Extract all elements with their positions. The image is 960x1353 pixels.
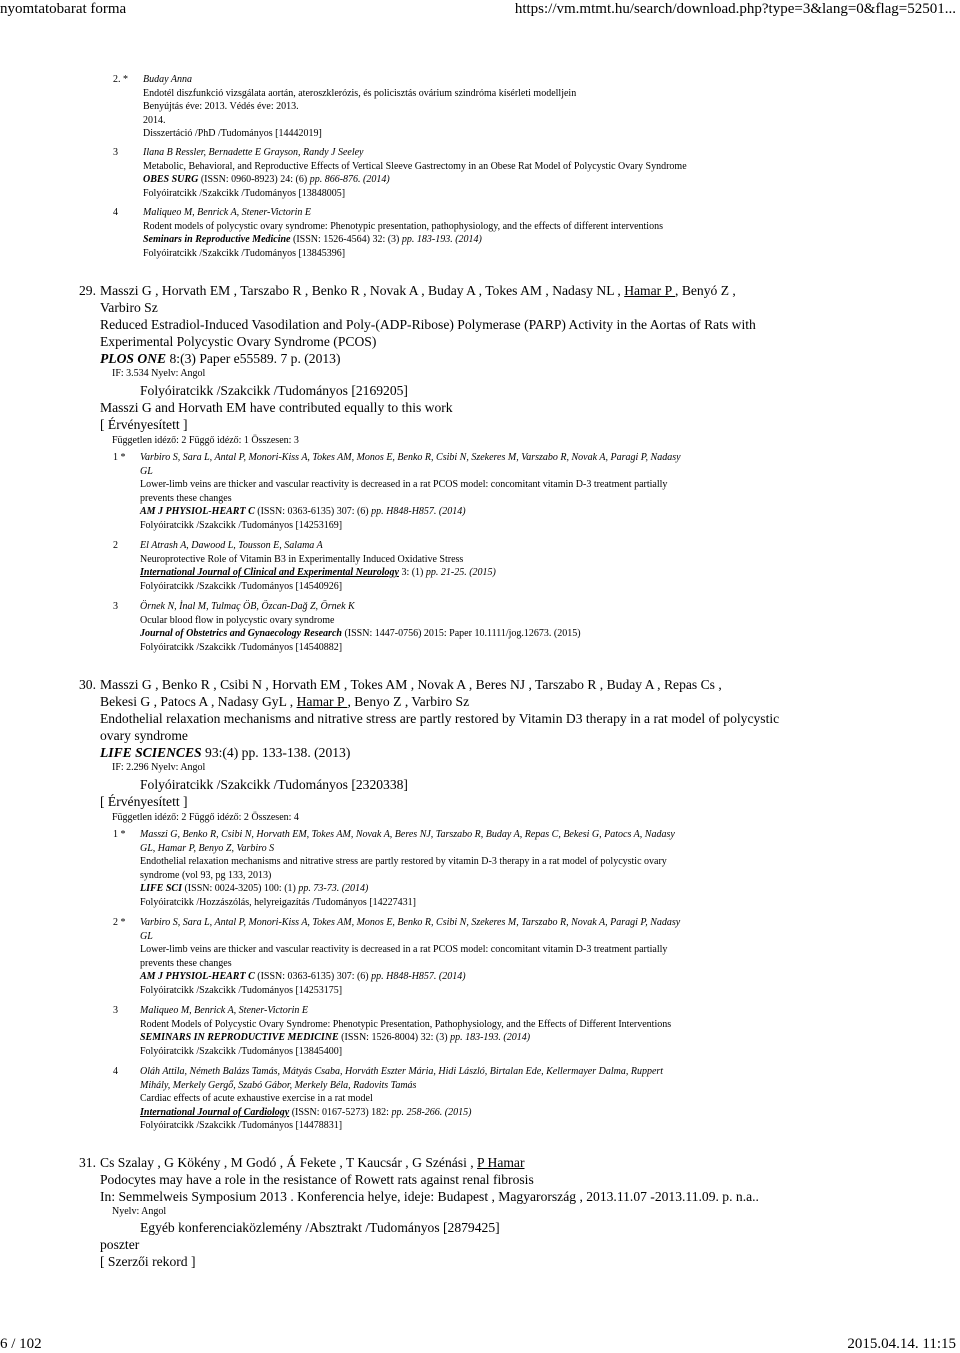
citation-journal-line	[143, 233, 482, 247]
entry-conference: In: Semmelweis Symposium 2013 . Konferencia helye, ideje: Budapest , Magyarország , 2013.11.07 -2013.11.09. p. n.a..	[100, 1189, 759, 1204]
citation-number: 2. *	[113, 74, 128, 85]
authors-text: , Benyó Z ,	[675, 283, 736, 298]
citation-authors: Varbiro S, Sara L, Antal P, Monori-Kiss A, Tokes AM, Monos E, Benko R, Csibi N, Szekeres M, Varszabo R, Novak A, Paragi P, Nadasy	[140, 452, 681, 463]
citation-title-cont: prevents these changes	[140, 958, 232, 969]
citation-authors: Maliqueo M, Benrick A, Stener-Victorin E	[140, 1005, 308, 1016]
citation-journal-details: (ISSN: 0363-6135) 307: (6)	[254, 506, 372, 517]
citation-journal-line	[140, 970, 466, 984]
citation-title-cont: syndrome (vol 93, pg 133, 2013)	[140, 870, 272, 881]
entry-journal-details: 93:(4) pp. 133-138. (2013)	[201, 745, 351, 760]
highlighted-author[interactable]: Hamar P	[296, 694, 348, 709]
citation-journal-details: 3: (1)	[398, 567, 426, 578]
citation-number: 3	[113, 1005, 118, 1016]
citation-category: Disszertáció /PhD /Tudományos [14442019]	[143, 128, 322, 139]
citation-pages: pp. H848-H857. (2014)	[371, 971, 466, 982]
citation-journal: International Journal of Cardiology	[140, 1107, 290, 1118]
citation-journal-line	[140, 1106, 471, 1120]
entry-journal: LIFE SCIENCES	[100, 745, 202, 760]
citation-number: 1 *	[113, 452, 126, 463]
citation-authors-cont: GL	[140, 466, 153, 477]
citation-number: 2	[113, 540, 118, 551]
citation-journal: Seminars in Reproductive Medicine	[143, 234, 291, 245]
authors-text: , Benyo Z , Varbiro Sz	[347, 694, 470, 709]
authors-text: Masszi G , Horvath EM , Tarszabo R , Benko R , Novak A , Buday A , Tokes AM , Nadasy NL ,	[100, 283, 625, 298]
citation-pages: pp. 183-193. (2014)	[401, 234, 482, 245]
citation-journal: Journal of Obstetrics and Gynaecology Research	[140, 628, 342, 639]
page-number: 6 / 102	[0, 1336, 42, 1352]
citation-category: Folyóiratcikk /Szakcikk /Tudományos [13848005]	[143, 188, 346, 199]
citation-journal: OBES SURG	[143, 174, 199, 185]
highlighted-author[interactable]: P Hamar	[477, 1155, 525, 1170]
citation-journal: LIFE SCI	[140, 883, 182, 894]
citation-number: 4	[113, 1066, 118, 1077]
citation-journal: AM J PHYSIOL-HEART C	[140, 971, 255, 982]
authors-text: Bekesi G , Patocs A , Nadasy GyL ,	[100, 694, 297, 709]
citation-category: Folyóiratcikk /Szakcikk /Tudományos [14253169]	[140, 520, 343, 531]
entry-number: 30.	[79, 677, 96, 692]
citation-title: Neuroprotective Role of Vitamin B3 in Experimentally Induced Oxidative Stress	[140, 554, 464, 565]
citation-counts: Független idéző: 2 Függő idéző: 2 Összesen: 4	[112, 812, 299, 823]
citation-category: Folyóiratcikk /Szakcikk /Tudományos [14540882]	[140, 642, 343, 653]
citation-journal-details: (ISSN: 0363-6135) 307: (6)	[254, 971, 372, 982]
entry-title: Reduced Estradiol-Induced Vasodilation and Poly-(ADP-Ribose) Polymerase (PARP) Activity in the Aortas of Rats with	[100, 317, 756, 332]
citation-title: Cardiac effects of acute exhaustive exercise in a rat model	[140, 1093, 373, 1104]
entry-type: poszter	[100, 1237, 140, 1252]
header-title: nyomtatobarat forma	[0, 1, 127, 17]
highlighted-author[interactable]: Hamar P	[624, 283, 676, 298]
citation-meta: Benyújtás éve: 2013. Védés éve: 2013.	[143, 101, 299, 112]
citation-title: Ocular blood flow in polycystic ovary syndrome	[140, 615, 335, 626]
citation-journal: SEMINARS IN REPRODUCTIVE MEDICINE	[140, 1032, 339, 1043]
citation-number: 1 *	[113, 829, 126, 840]
citation-counts: Független idéző: 2 Függő idéző: 1 Összesen: 3	[112, 435, 299, 446]
entry-journal-line	[100, 350, 341, 367]
entry-journal-details: 8:(3) Paper e55589. 7 p. (2013)	[166, 351, 341, 366]
citation-journal: AM J PHYSIOL-HEART C	[140, 506, 255, 517]
citation-authors: Oláh Attila, Németh Balázs Tamás, Mátyás Csaba, Horváth Eszter Mária, Hidi László, Birtalan Ede, Kellermayer Dalma, Ruppert	[140, 1066, 664, 1077]
entry-category: Folyóiratcikk /Szakcikk /Tudományos [2320338]	[140, 777, 408, 792]
entry-authors: Masszi G , Benko R , Csibi N , Horvath EM , Tokes AM , Novak A , Beres NJ , Tarszabo R , Buday A , Repas Cs ,	[100, 677, 722, 692]
entry-category: Folyóiratcikk /Szakcikk /Tudományos [2169205]	[140, 383, 408, 398]
entry-journal: PLOS ONE	[100, 351, 167, 366]
citation-title: Metabolic, Behavioral, and Reproductive Effects of Vertical Sleeve Gastrectomy in an Obese Rat Model of Polycystic Ovary Syndrome	[143, 161, 687, 172]
entry-title-cont: ovary syndrome	[100, 728, 188, 743]
citation-journal-details: (ISSN: 0167-5273) 182:	[289, 1107, 392, 1118]
authors-text: Cs Szalay , G Kökény , M Godó , Á Fekete , T Kaucsár , G Szénási ,	[100, 1155, 478, 1170]
entry-status: [ Szerzői rekord ]	[100, 1254, 196, 1269]
citation-authors: Masszi G, Benko R, Csibi N, Horvath EM, Tokes AM, Novak A, Beres NJ, Tarszabo R, Buday A, Repas C, Bekesi G, Patocs A, Nadasy	[140, 829, 675, 840]
citation-journal-line	[140, 1031, 530, 1045]
citation-authors: Maliqueo M, Benrick A, Stener-Victorin E	[143, 207, 311, 218]
entry-if-language: IF: 2.296 Nyelv: Angol	[112, 762, 206, 773]
citation-journal-details: (ISSN: 0960-8923) 24: (6)	[198, 174, 310, 185]
print-timestamp: 2015.04.14. 11:15	[847, 1336, 956, 1352]
citation-category: Folyóiratcikk /Szakcikk /Tudományos [13845396]	[143, 248, 346, 259]
citation-authors: Örnek N, İnal M, Tulmaç ÖB, Özcan-Dağ Z, Örnek K	[140, 601, 355, 612]
entry-title-cont: Experimental Polycystic Ovary Syndrome (PCOS)	[100, 334, 377, 349]
citation-title: Endotél diszfunkció vizsgálata aortán, ateroszklerózis, és policisztás ovárium szindróma kísérleti modelljein	[143, 88, 577, 99]
citation-meta: 2014.	[143, 115, 166, 126]
entry-authors-cont: Varbiro Sz	[100, 300, 158, 315]
entry-journal-line	[100, 744, 350, 761]
citation-authors: Buday Anna	[143, 74, 192, 85]
citation-authors-cont: GL	[140, 931, 153, 942]
citation-category: Folyóiratcikk /Szakcikk /Tudományos [14253175]	[140, 985, 343, 996]
citation-title-cont: prevents these changes	[140, 493, 232, 504]
citation-authors: Ilana B Ressler, Bernadette E Grayson, Randy J Seeley	[143, 147, 364, 158]
entry-status: [ Érvényesített ]	[100, 417, 188, 432]
citation-title: Rodent Models of Polycystic Ovary Syndrome: Phenotypic Presentation, Pathophysiology, and the Effects of Different Interventions	[140, 1019, 672, 1030]
citation-title: Rodent models of polycystic ovary syndrome: Phenotypic presentation, pathophysiology, and the effects of different interventions	[143, 221, 663, 232]
citation-authors: El Atrash A, Dawood L, Tousson E, Salama A	[140, 540, 323, 551]
citation-journal: International Journal of Clinical and Experimental Neurology	[140, 567, 399, 578]
citation-journal-line	[140, 627, 581, 641]
header-url[interactable]: https://vm.mtmt.hu/search/download.php?type=3&lang=0&flag=52501...	[514, 1, 956, 17]
citation-authors: Varbiro S, Sara L, Antal P, Monori-Kiss A, Tokes AM, Monos E, Benko R, Csibi N, Szekeres M, Tarszabo R, Novak A, Paragi P, Nadasy	[140, 917, 681, 928]
entry-authors	[100, 282, 736, 299]
citation-pages: pp. H848-H857. (2014)	[371, 506, 466, 517]
citation-pages: pp. 183-193. (2014)	[450, 1032, 531, 1043]
citation-journal-details: (ISSN: 1526-4564) 32: (3)	[290, 234, 402, 245]
citation-pages: pp. 258-266. (2015)	[391, 1107, 472, 1118]
citation-number: 3	[113, 601, 118, 612]
citation-number: 2 *	[113, 917, 126, 928]
entry-authors-cont	[100, 693, 469, 710]
entry-title: Podocytes may have a role in the resistance of Rowett rats against renal fibrosis	[100, 1172, 534, 1187]
citation-number: 3	[113, 147, 118, 158]
citation-title: Endothelial relaxation mechanisms and nitrative stress are partly restored by vitamin D-3 therapy in a rat model of polycystic ovary	[140, 856, 667, 867]
entry-number: 31.	[79, 1155, 96, 1170]
entry-if-language: IF: 3.534 Nyelv: Angol	[112, 368, 206, 379]
citation-pages: pp. 21-25. (2015)	[425, 567, 496, 578]
citation-journal-line	[140, 566, 496, 580]
citation-journal-line	[143, 173, 390, 187]
entry-authors	[100, 1154, 525, 1171]
citation-category: Folyóiratcikk /Szakcikk /Tudományos [14540926]	[140, 581, 343, 592]
citation-authors-cont: Mihály, Merkely Gergő, Szabó Gábor, Merkely Béla, Radovits Tamás	[140, 1080, 417, 1091]
citation-category: Folyóiratcikk /Szakcikk /Tudományos [13845400]	[140, 1046, 343, 1057]
citation-title: Lower-limb veins are thicker and vascular reactivity is decreased in a rat PCOS model: concomitant vitamin D-3 treatment partially	[140, 944, 668, 955]
citation-journal-details: (ISSN: 1526-8004) 32: (3)	[338, 1032, 451, 1043]
citation-category: Folyóiratcikk /Szakcikk /Tudományos [14478831]	[140, 1120, 343, 1131]
citation-journal-details: (ISSN: 1447-0756) 2015: Paper 10.1111/jog.12673. (2015)	[341, 628, 581, 639]
entry-category: Egyéb konferenciaközlemény /Absztrakt /Tudományos [2879425]	[140, 1220, 500, 1235]
citation-number: 4	[113, 207, 118, 218]
citation-journal-line	[140, 505, 466, 519]
entry-language: Nyelv: Angol	[112, 1206, 167, 1217]
entry-status: [ Érvényesített ]	[100, 794, 188, 809]
citation-pages: pp. 73-73. (2014)	[298, 883, 369, 894]
citation-category: Folyóiratcikk /Hozzászólás, helyreigazítás /Tudományos [14227431]	[140, 897, 416, 908]
citation-title: Lower-limb veins are thicker and vascular reactivity is decreased in a rat PCOS model: concomitant vitamin D-3 treatment partially	[140, 479, 668, 490]
entry-number: 29.	[79, 283, 96, 298]
citation-journal-line	[140, 882, 368, 896]
entry-note: Masszi G and Horvath EM have contributed equally to this work	[100, 400, 453, 415]
citation-authors-cont: GL, Hamar P, Benyo Z, Varbiro S	[140, 843, 275, 854]
citation-journal-details: (ISSN: 0024-3205) 100: (1)	[181, 883, 299, 894]
citation-pages: pp. 866-876. (2014)	[309, 174, 390, 185]
entry-title: Endothelial relaxation mechanisms and nitrative stress are partly restored by Vitamin D3 therapy in a rat model of polycystic	[100, 711, 780, 726]
